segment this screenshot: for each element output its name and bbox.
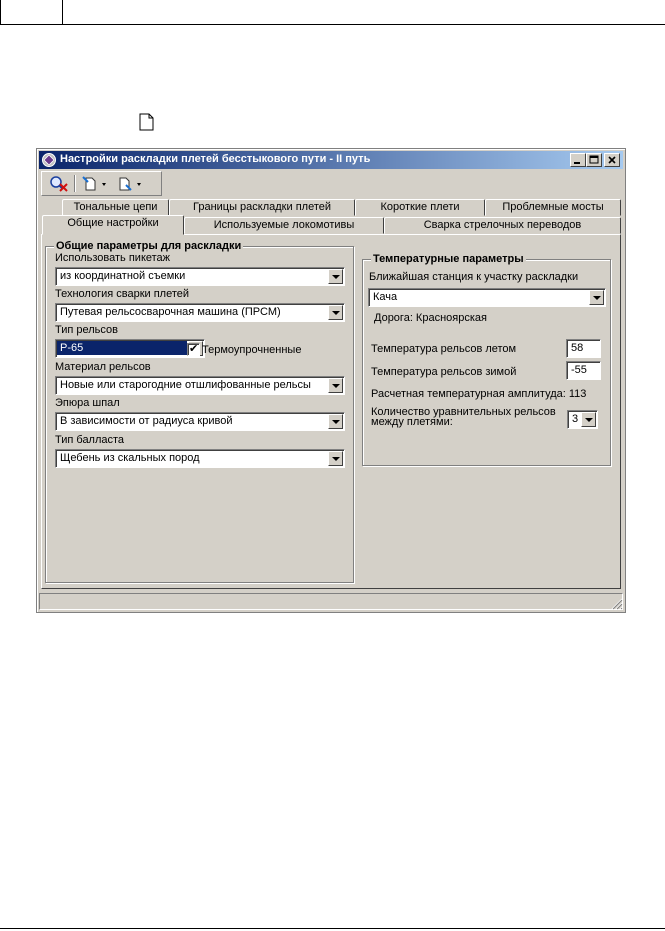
- resize-grip-icon[interactable]: [610, 597, 623, 610]
- tab-short-rails[interactable]: Короткие плети: [355, 199, 485, 216]
- heat-treated-checkbox[interactable]: [187, 343, 200, 356]
- chevron-down-icon[interactable]: [328, 269, 343, 284]
- chevron-down-icon[interactable]: [581, 412, 596, 427]
- amplitude-text: Расчетная температурная амплитуда: 113: [371, 388, 587, 400]
- minimize-button[interactable]: [570, 153, 586, 167]
- rail-type-select[interactable]: Р-65: [55, 339, 205, 358]
- ballast-select[interactable]: Щебень из скальных пород: [55, 449, 345, 468]
- chevron-down-icon[interactable]: [328, 305, 343, 320]
- document-import-icon[interactable]: [116, 174, 148, 193]
- station-select[interactable]: Кача: [368, 288, 606, 307]
- station-label: Ближайшая станция к участку раскладки: [369, 271, 579, 283]
- equal-rails-label-1: Количество уравнительных рельсов: [371, 406, 556, 418]
- close-button[interactable]: [604, 153, 620, 167]
- minimize-icon: [571, 154, 585, 166]
- tab-locomotives[interactable]: Используемые локомотивы: [184, 217, 384, 234]
- weld-tech-select[interactable]: Путевая рельсосварочная машина (ПРСМ): [55, 303, 345, 322]
- summer-temp-label: Температура рельсов летом: [371, 343, 517, 355]
- page-header-box: [0, 0, 63, 25]
- tab-problem-bridges[interactable]: Проблемные мосты: [485, 199, 621, 216]
- chevron-down-icon[interactable]: [589, 290, 604, 305]
- chevron-down-icon[interactable]: [328, 414, 343, 429]
- equal-rails-select[interactable]: 3: [567, 410, 598, 429]
- tab-layout-boundaries[interactable]: Границы раскладки плетей: [169, 199, 355, 216]
- rail-material-label: Материал рельсов: [55, 361, 151, 373]
- close-icon: [605, 154, 619, 166]
- search-cancel-icon[interactable]: [48, 174, 70, 193]
- sleeper-label: Эпюра шпал: [55, 397, 120, 409]
- rail-type-label: Тип рельсов: [55, 324, 118, 336]
- tab-switch-welding[interactable]: Сварка стрелочных переводов: [384, 217, 621, 234]
- status-bar: [39, 593, 623, 610]
- page-header-rule: [63, 24, 665, 25]
- tab-tonal-circuits[interactable]: Тональные цепи: [62, 199, 169, 216]
- general-params-title: Общие параметры для раскладки: [56, 240, 242, 252]
- equal-rails-label-2: между плетями:: [371, 416, 453, 428]
- status-pane: [39, 593, 623, 610]
- toolbar: [41, 171, 162, 196]
- page-footer-rule: [0, 928, 665, 929]
- road-text: Дорога: Красноярская: [374, 312, 487, 324]
- document-icon: [139, 113, 154, 131]
- app-icon: [41, 152, 57, 168]
- settings-window: [36, 148, 626, 613]
- summer-temp-input[interactable]: 58: [566, 339, 601, 358]
- weld-tech-label: Технология сварки плетей: [55, 288, 190, 300]
- picket-select[interactable]: из координатной съемки: [55, 267, 345, 286]
- chevron-down-icon[interactable]: [328, 378, 343, 393]
- ballast-label: Тип балласта: [55, 434, 125, 446]
- tab-general-settings[interactable]: Общие настройки: [42, 215, 184, 235]
- tab-panel-general: [41, 234, 621, 589]
- rail-material-select[interactable]: Новые или старогодние отшлифованные рельсы: [55, 376, 345, 395]
- maximize-button[interactable]: [586, 153, 602, 167]
- chevron-down-icon[interactable]: [328, 451, 343, 466]
- document-export-icon[interactable]: [80, 174, 112, 193]
- heat-treated-label[interactable]: Термоупрочненные: [202, 344, 302, 356]
- window-title: Настройки раскладки плетей бесстыкового пути - II путь: [60, 153, 371, 165]
- winter-temp-input[interactable]: -55: [566, 361, 601, 380]
- temperature-params-title: Температурные параметры: [373, 253, 524, 265]
- maximize-icon: [587, 154, 601, 166]
- sleeper-select[interactable]: В зависимости от радиуса кривой: [55, 412, 345, 431]
- picket-label: Использовать пикетаж: [55, 252, 171, 264]
- title-bar[interactable]: [39, 151, 623, 169]
- winter-temp-label: Температура рельсов зимой: [371, 366, 517, 378]
